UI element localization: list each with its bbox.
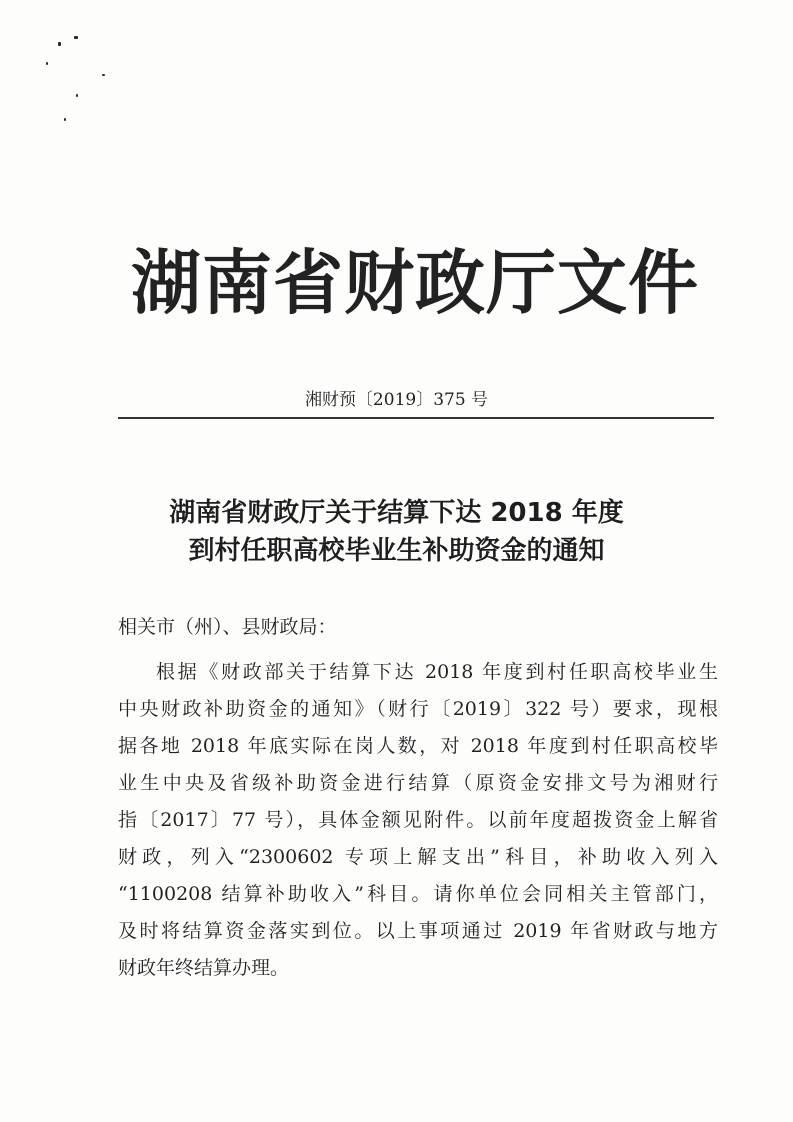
scan-speck [58,42,61,46]
body-line: “1100208 结算补助收入”科目。请你单位会同相关主管部门， [118,883,718,905]
salutation: 相关市（州）、县财政局： [118,616,337,638]
body-line: 及时将结算资金落实到位。以上事项通过 2019 年省财政与地方 [118,920,718,942]
body-line: 根据《财政部关于结算下达 2018 年度到村任职高校毕业生 [156,661,718,683]
scan-speck [64,118,66,121]
body-line: 财政，列入“2300602 专项上解支出”科目，补助收入列入 [118,846,718,868]
document-title [0,494,793,570]
body-paragraph [118,654,718,987]
document-number: 湘财预〔2019〕375 号 [304,390,489,410]
scan-speck [102,74,105,76]
body-line: 指〔2017〕77 号），具体金额见附件。以前年度超拨资金上解省 [118,809,718,831]
title-line-2: 到村任职高校毕业生补助资金的通知 [188,536,605,566]
scan-speck [74,36,78,39]
scan-speck [46,62,48,65]
masthead-divider [118,417,714,419]
masthead: 湖南省财政厅文件 [131,241,699,324]
scan-speck [76,94,78,97]
body-line: 据各地 2018 年底实际在岗人数，对 2018 年度到村任职高校毕 [118,735,718,757]
body-line: 业生中央及省级补助资金进行结算（原资金安排文号为湘财行 [118,772,718,794]
title-line-1: 湖南省财政厅关于结算下达 2018 年度 [169,498,624,528]
body-line: 财政年终结算办理。 [118,957,290,979]
body-line: 中央财政补助资金的通知》（财行〔2019〕322 号）要求，现根 [118,698,718,720]
